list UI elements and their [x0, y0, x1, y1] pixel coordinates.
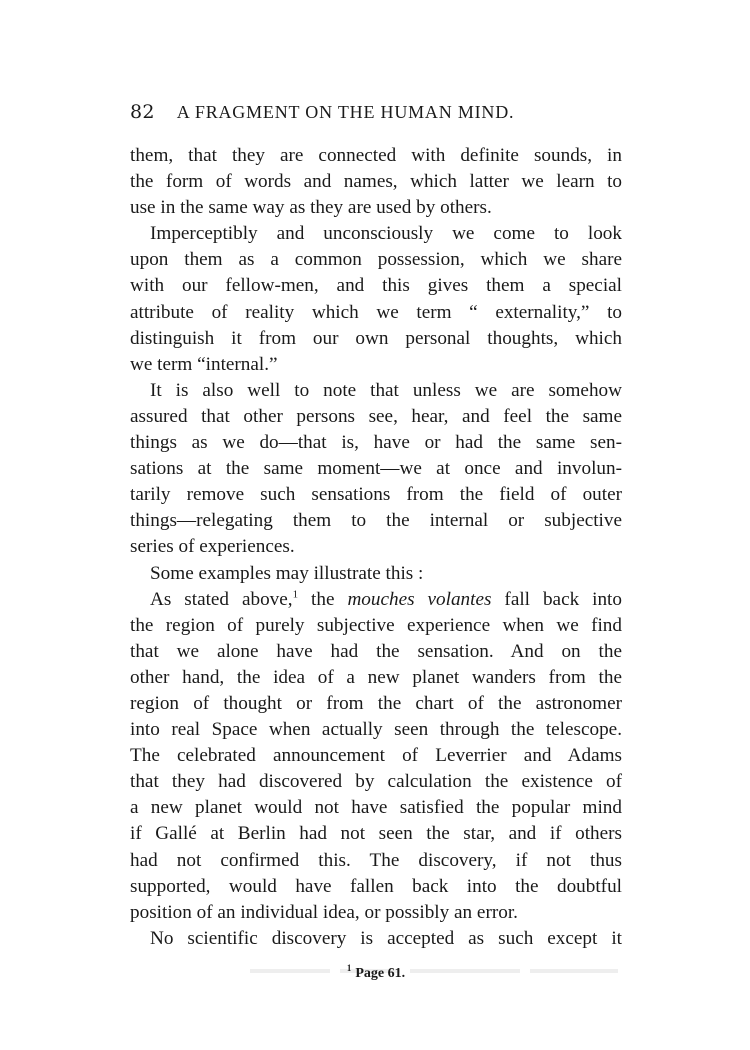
running-head — [130, 101, 620, 127]
text-line: other hand, the idea of a new planet wanders from the — [130, 666, 622, 688]
text-line: The celebrated announcement of Leverrier and Adams — [130, 745, 622, 767]
text-line: attribute of reality which we term “ externality,” to — [130, 301, 622, 323]
text-line — [130, 587, 622, 613]
footnote-text: Page 61. — [355, 966, 406, 981]
text-run: fall back into — [491, 588, 622, 610]
text-line: sations at the same moment—we at once and involun- — [130, 458, 622, 480]
text-line: distinguish it from our own personal thoughts, which — [130, 327, 622, 349]
text-line: things—relegating them to the internal or subjective — [130, 510, 622, 532]
text-line: that they had discovered by calculation the existence of — [130, 771, 622, 793]
text-line: use in the same way as they are used by others. — [130, 197, 492, 219]
text-line: No scientific discovery is accepted as such except it — [150, 927, 622, 949]
italic-phrase: mouches volantes — [347, 588, 492, 610]
text-line: into real Space when actually seen through the telescope. — [130, 719, 622, 741]
text-line: had not confirmed this. The discovery, if not thus — [130, 849, 622, 871]
text-line: Some examples may illustrate this : — [150, 562, 424, 584]
text-run: the — [298, 588, 348, 610]
text-line: things as we do—that is, have or had the same sen- — [130, 432, 622, 454]
text-line: position of an individual idea, or possibly an error. — [130, 901, 518, 923]
text-line: tarily remove such sensations from the field of outer — [130, 484, 622, 506]
text-line: if Gallé at Berlin had not seen the star, and if others — [130, 823, 622, 845]
footnote-marker: 1 — [346, 963, 352, 974]
text-line: Imperceptibly and unconsciously we come to look — [150, 223, 622, 245]
text-line: series of experiences. — [130, 536, 295, 558]
text-line: supported, would have fallen back into the doubtful — [130, 875, 622, 897]
running-title: A FRAGMENT ON THE HUMAN MIND. — [176, 102, 515, 122]
body-text — [130, 143, 622, 952]
text-line: region of thought or from the chart of the astronomer — [130, 692, 622, 714]
footnote-reference: 1 — [292, 588, 299, 601]
text-line: that we alone have had the sensation. And on the — [130, 640, 622, 662]
text-run: As stated above, — [150, 588, 293, 610]
footnote — [130, 963, 622, 982]
text-line: with our fellow-men, and this gives them a special — [130, 275, 622, 297]
text-line: the region of purely subjective experience when we find — [130, 614, 622, 636]
text-line: the form of words and names, which latter we learn to — [130, 171, 622, 193]
page-number: 82 — [130, 101, 155, 123]
text-line: upon them as a common possession, which we share — [130, 249, 622, 271]
text-line: a new planet would not have satisfied the popular mind — [130, 797, 622, 819]
text-line: them, that they are connected with definite sounds, in — [130, 145, 622, 166]
text-line: we term “internal.” — [130, 353, 278, 375]
text-line: assured that other persons see, hear, and feel the same — [130, 405, 622, 427]
text-line: It is also well to note that unless we are somehow — [150, 379, 622, 401]
